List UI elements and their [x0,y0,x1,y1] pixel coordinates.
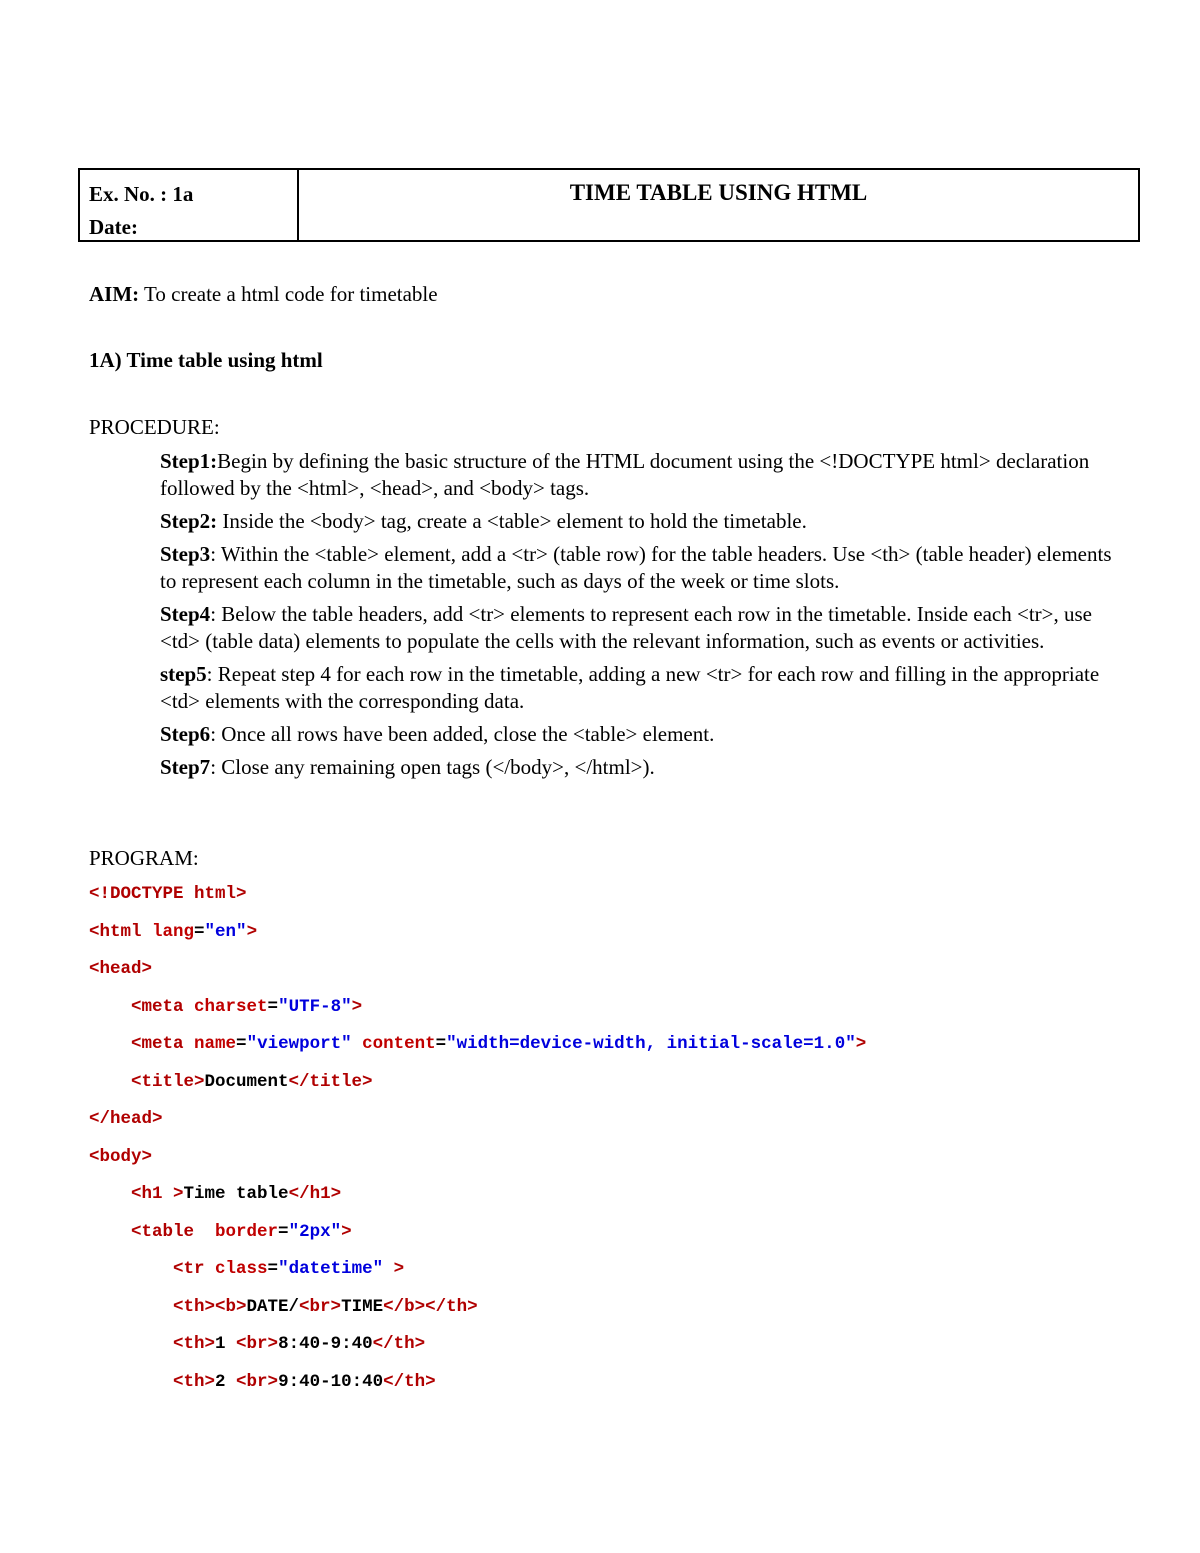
date-label: Date: [89,215,138,239]
step-label: Step6 [160,722,211,746]
code-token: DATE/ [246,1296,300,1317]
step-item [160,508,1130,535]
code-line [89,951,866,989]
code-token [89,997,131,1017]
code-token: content [362,1034,436,1054]
aim-line [89,282,438,307]
code-token: "2px" [288,1221,342,1242]
aim-text: To create a html code for timetable [139,282,438,306]
section-heading: 1A) Time table using html [89,348,323,372]
code-token: <h1 > [131,1184,184,1204]
code-token: <br> [236,1334,279,1354]
code-line [89,1176,866,1214]
code-token: <table [131,1221,216,1242]
header-table [78,168,1140,242]
step-item [160,448,1130,502]
step-label: step5 [160,662,207,686]
code-token: = [236,1034,247,1054]
code-token: </title> [288,1071,373,1092]
code-token: = [278,1221,289,1242]
code-token: <br> [236,1371,279,1392]
code-token: "en" [204,921,247,942]
code-token: <head> [89,959,153,979]
code-token: > [351,996,363,1017]
code-token: > [246,921,258,942]
code-token: </th> [372,1334,426,1354]
code-token [89,1034,131,1054]
code-token [89,1222,131,1242]
code-token: 9:40-10:40 [278,1371,384,1392]
procedure-heading: PROCEDURE: [89,415,220,439]
code-token: <meta [131,1034,195,1054]
code-token: > [341,1221,352,1242]
step-text: Begin by defining the basic structure of the HTML document using the <!DOCTYPE html> declaration followed by the <html>, <head>, and <body> tags. [160,449,1090,500]
step-label: Step7 [160,755,211,779]
code-line [89,989,866,1027]
code-token [89,1072,131,1092]
code-line [89,1026,866,1064]
code-token: Time table [183,1184,289,1204]
code-token: </b></th> [383,1296,478,1317]
code-token: <tr [173,1259,216,1279]
code-token: = [267,1259,279,1279]
code-token: </th> [383,1371,436,1392]
code-line [89,876,866,914]
code-token: 2 [215,1371,237,1392]
code-token: = [194,921,205,942]
code-token: <html [89,921,153,942]
step-label: Step1: [160,449,218,473]
code-listing [89,876,866,1401]
code-token [89,1334,173,1354]
step-item [160,541,1130,595]
code-token [89,1297,173,1317]
step-label: Step4 [160,602,211,626]
code-token [89,1259,173,1279]
step-item [160,754,1130,781]
code-token: name [194,1034,237,1054]
code-token: "width=device-width, initial-scale=1.0" [446,1034,856,1054]
step-text: : Close any remaining open tags (</body>, </html>). [210,755,655,779]
step-label: Step2: [160,509,218,533]
exercise-number: Ex. No. : 1a [89,182,194,206]
code-token: charset [194,996,268,1017]
code-token: <th><b> [173,1296,247,1317]
code-line [89,1364,866,1402]
code-token: = [267,996,279,1017]
code-token: "UTF-8" [278,996,352,1017]
code-token [89,1184,131,1204]
program-heading: PROGRAM: [89,846,199,870]
step-text: : Repeat step 4 for each row in the timetable, adding a new <tr> for each row and filling in the appropriate <td> elements with the corresponding data. [160,662,1100,713]
code-line [89,1139,866,1177]
step-item [160,721,1130,748]
code-token: </head> [89,1109,163,1129]
document-title: TIME TABLE USING HTML [569,180,868,205]
code-token: <th> [173,1334,216,1354]
code-token: > [855,1034,867,1054]
code-token: "datetime" [278,1259,384,1279]
aim-label: AIM: [89,282,140,306]
code-token: Document [204,1071,289,1092]
code-token: <title> [131,1071,205,1092]
step-text: : Within the <table> element, add a <tr> (table row) for the table headers. Use <th> (table header) elements to represent each column in the timetable, such as days of the week or time slots. [160,542,1112,593]
code-line [89,1289,866,1327]
step-text: Inside the <body> tag, create a <table> element to hold the timetable. [217,509,807,533]
code-token: </h1> [288,1184,342,1204]
code-line [89,1064,866,1102]
code-line [89,1251,866,1289]
code-token: TIME [341,1296,384,1317]
step-item [160,661,1130,715]
code-token: border [215,1221,279,1242]
header-left-cell [80,170,299,240]
procedure-steps [160,448,1130,787]
code-token: <th> [173,1371,216,1392]
step-text: : Once all rows have been added, close the <table> element. [210,722,715,746]
code-token [89,1372,173,1392]
code-token: = [435,1034,447,1054]
code-token: <body> [89,1146,153,1167]
code-token: <br> [299,1296,342,1317]
code-line [89,1101,866,1139]
code-token: <!DOCTYPE html> [89,884,247,904]
code-token: 8:40-9:40 [278,1334,373,1354]
code-token: "viewport" [246,1034,363,1054]
code-line [89,1214,866,1252]
step-label: Step3 [160,542,211,566]
step-text: : Below the table headers, add <tr> elements to represent each row in the timetable. Inside each <tr>, use <td> (table data) elements to populate the cells with the relevant information, such as events or activities. [160,602,1092,653]
code-token: lang [152,921,195,942]
code-token: > [383,1259,405,1279]
code-token: class [215,1259,268,1279]
step-item [160,601,1130,655]
code-token: <meta [131,996,195,1017]
code-token: 1 [215,1334,237,1354]
code-line [89,1326,866,1364]
code-line [89,914,866,952]
